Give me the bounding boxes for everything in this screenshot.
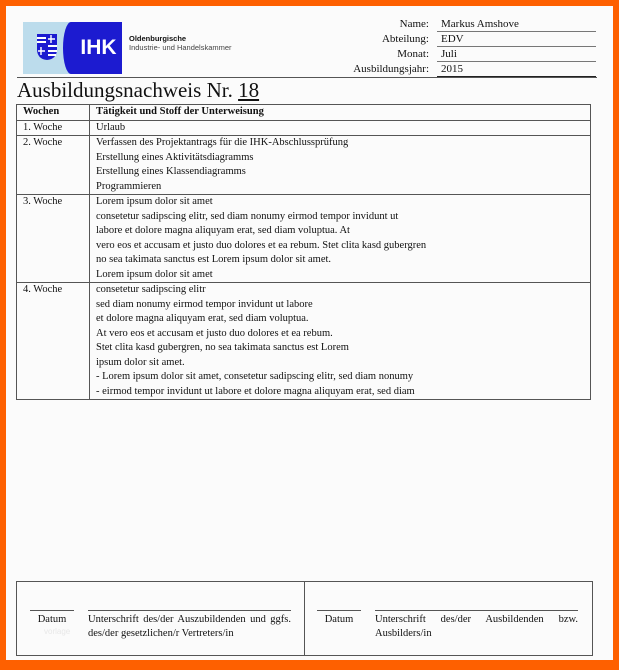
activity-cell xyxy=(90,283,591,400)
activity-line: Lorem ipsum dolor sit amet xyxy=(96,268,213,280)
activity-line: sed diam nonumy eirmod tempor invidunt ut labore xyxy=(96,298,313,310)
activity-line: no sea takimata sanctus est Lorem ipsum dolor sit amet. xyxy=(96,254,332,265)
info-row-name xyxy=(306,17,596,32)
report-number: 18 xyxy=(238,78,260,102)
coat-of-arms-icon xyxy=(36,33,58,61)
activity-line: Lorem ipsum dolor sit amet xyxy=(96,196,213,207)
header-weeks: Wochen xyxy=(17,105,90,121)
table-body xyxy=(17,120,591,400)
activity-line: - eirmod tempor invidunt ut labore et dolore magna aliquyam erat, sed diam xyxy=(96,385,415,397)
department-label: Abteilung: xyxy=(381,33,429,45)
activity-line: vero eos et accusam et justo duo dolores et ea rebum. Stet clita kasd gubergren xyxy=(96,239,427,251)
table-row xyxy=(17,283,591,400)
page-title xyxy=(17,78,259,102)
activity-line: - Lorem ipsum dolor sit amet, consetetur sadipscing elitr, sed diam nonumy xyxy=(96,371,414,382)
activity-cell xyxy=(90,195,591,283)
trainee-info xyxy=(306,17,596,77)
week-cell: 1. Woche xyxy=(17,120,90,136)
month-value: Juli xyxy=(437,47,596,62)
activity-line: Programmieren xyxy=(96,180,162,192)
info-row-department xyxy=(306,32,596,47)
signature-line-trainee: Unterschrift des/der Auszubildenden und ggfs. des/der gesetzlichen/r Vertreters/in xyxy=(88,610,291,641)
name-label: Name: xyxy=(399,18,429,30)
activity-line: Verfassen des Projektantrags für die IHK-Abschlussprüfung xyxy=(96,137,349,148)
activity-line: At vero eos et accusam et justo duo dolores et ea rebum. xyxy=(96,327,333,339)
signature-trainee xyxy=(17,582,305,655)
org-line-2: Industrie- und Handelskammer xyxy=(129,43,232,52)
ihk-wordmark xyxy=(71,22,122,74)
info-row-year xyxy=(306,62,596,77)
department-value: EDV xyxy=(437,32,596,47)
month-label: Monat: xyxy=(397,48,429,60)
week-cell: 4. Woche xyxy=(17,283,90,400)
org-line-1: Oldenburgische xyxy=(129,34,187,43)
table-row xyxy=(17,195,591,283)
signature-trainer xyxy=(305,582,592,655)
table-row xyxy=(17,120,591,136)
activity-line: Stet clita kasd gubergren, no sea takimata sanctus est Lorem xyxy=(96,342,349,353)
week-cell: 2. Woche xyxy=(17,136,90,195)
year-value: 2015 xyxy=(437,62,596,77)
table-row xyxy=(17,136,591,195)
ihk-logo xyxy=(23,22,122,74)
activity-cell xyxy=(90,136,591,195)
activity-line: Erstellung eines Klassendiagramms xyxy=(96,166,246,177)
activity-line: Urlaub xyxy=(96,121,126,133)
year-label: Ausbildungsjahr: xyxy=(353,63,429,75)
activity-line: Erstellung eines Aktivitätsdiagramms xyxy=(96,151,254,163)
name-value: Markus Amshove xyxy=(437,17,596,32)
activity-line: consetetur sadipscing elitr, sed diam nonumy eirmod tempor invidunt ut xyxy=(96,210,399,222)
header-activity: Tätigkeit und Stoff der Unterweisung xyxy=(90,105,591,121)
report-page xyxy=(6,6,613,660)
week-cell: 3. Woche xyxy=(17,195,90,283)
activity-line: consetetur sadipscing elitr xyxy=(96,284,206,295)
ihk-text: IHK xyxy=(80,36,117,59)
activity-line: et dolore magna aliquyam erat, sed diam voluptua. xyxy=(96,313,309,324)
activity-line: labore et dolore magna aliquyam erat, sed diam voluptua. At xyxy=(96,225,350,236)
watermark: vorlage xyxy=(44,627,71,636)
organization-name xyxy=(129,34,232,52)
info-row-month xyxy=(306,47,596,62)
activity-line: ipsum dolor sit amet. xyxy=(96,356,185,368)
date-line-trainer: Datum xyxy=(317,610,361,627)
activity-table xyxy=(16,104,591,400)
signature-box xyxy=(16,581,593,656)
signature-line-trainer: Unterschrift des/der Ausbildenden bzw. Ausbilders/in xyxy=(375,610,578,641)
activity-cell xyxy=(90,120,591,136)
title-prefix: Ausbildungsnachweis Nr. xyxy=(17,78,233,102)
table-header-row xyxy=(17,105,591,121)
date-line-trainee: Datum xyxy=(30,610,74,627)
